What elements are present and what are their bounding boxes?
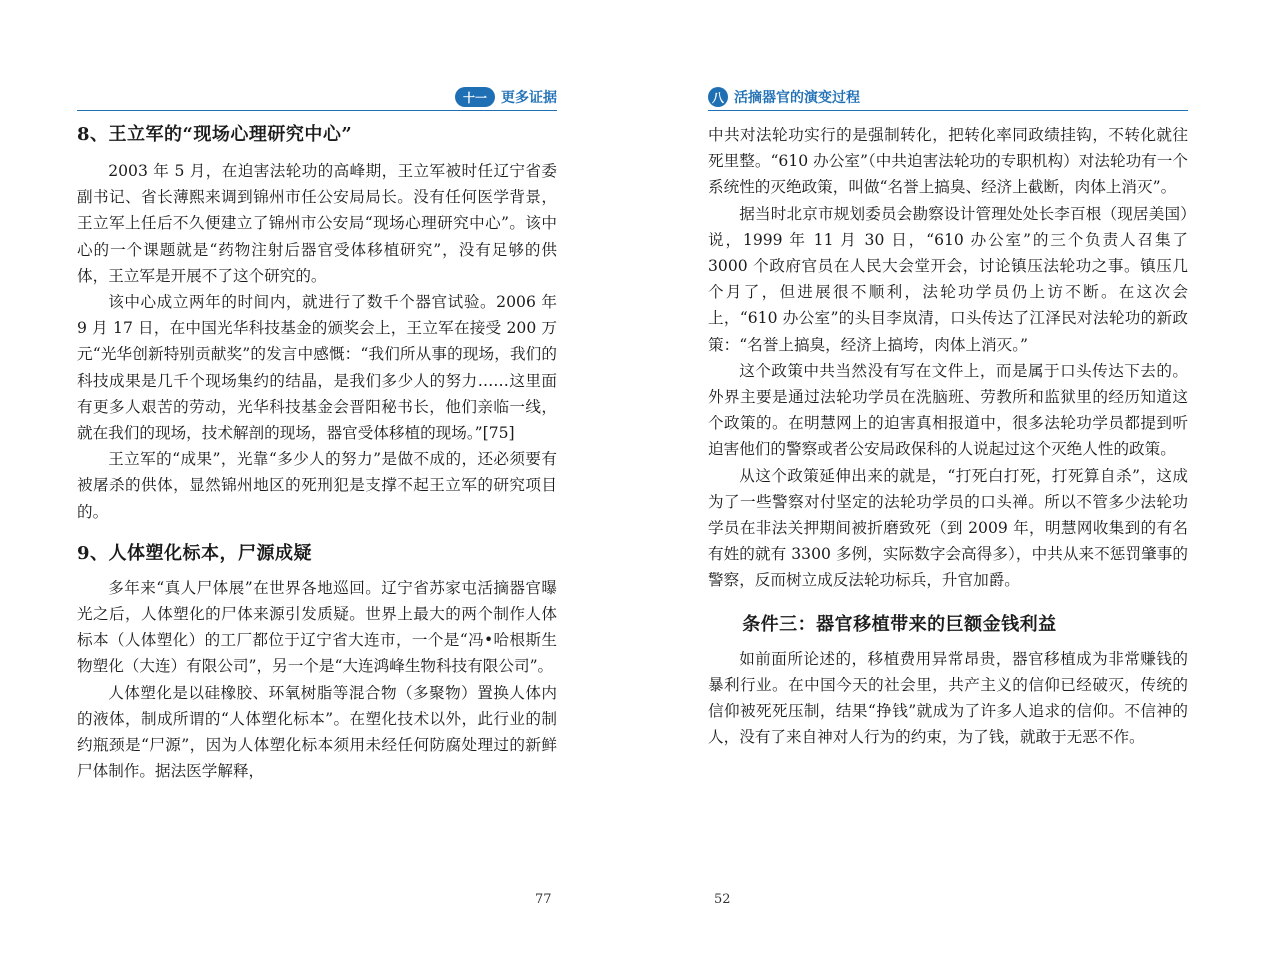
paragraph: 这个政策中共当然没有写在文件上，而是属于口头传达下去的。外界主要是通过法轮功学员在洗脑班、劳教所和监狱里的经历知道这个政策的。在明慧网上的迫害真相报道中，很多法轮功学员都提到听迫害他们的警察或者公安局政保科的人说起过这个灭绝人性的政策。: [708, 361, 1188, 459]
paragraph: 多年来“真人尸体展”在世界各地巡回。辽宁省苏家屯活摘器官曝光之后，人体塑化的尸体来源引发质疑。世界上最大的两个制作人体标本（人体塑化）的工厂都位于辽宁省大连市，一个是“冯•哈根斯生物塑化（大连）有限公司”，另一个是“大连鸿峰生物科技有限公司”。: [77, 578, 557, 676]
paragraph: 中共对法轮功实行的是强制转化，把转化率同政绩挂钩，不转化就往死里整。“610 办公室”（中共迫害法轮功的专职机构）对法轮功有一个系统性的灭绝政策，叫做“名誉上搞臭、经济上截断，肉体上消灭”。: [708, 126, 1188, 197]
paragraph: 如前面所论述的，移植费用异常昂贵，器官移植成为非常赚钱的暴利行业。在中国今天的社会里，共产主义的信仰已经破灭，传统的信仰被死死压制，结果“挣钱”就成为了许多人追求的信仰。不信神的人，没有了来自神对人行为的约束，为了钱，就敢于无恶不作。: [708, 649, 1188, 747]
paragraph: 该中心成立两年的时间内，就进行了数千个器官试验。2006 年 9 月 17 日，在中国光华科技基金的颁奖会上，王立军在接受 200 万元“光华创新特别贡献奖”的发言中感慨：“我们所从事的现场，我们的科技成果是几千个现场集约的结晶，是我们多少人的努力……这里面有更多人艰苦的劳动，光华科技基金会晋阳秘书长，他们亲临一线，就在我们的现场，技术解剖的现场，器官受体移植的现场。”[75]: [77, 293, 557, 443]
paragraph: 2003 年 5 月，在迫害法轮功的高峰期，王立军被时任辽宁省委副书记、省长薄熙来调到锦州市任公安局局长。没有任何医学背景，王立军上任后不久便建立了锦州市公安局“现场心理研究中心”。该中心的一个课题就是“药物注射后器官受体移植研究”，没有足够的供体，王立军是开展不了这个研究的。: [77, 162, 557, 285]
right-content: [708, 122, 1188, 750]
section-heading: 9、人体塑化标本，尸源成疑: [77, 542, 313, 564]
left-page: [77, 0, 557, 978]
chapter-badge: 十一: [455, 87, 495, 107]
right-running-head: [708, 84, 1188, 111]
page-number: 52: [714, 892, 731, 907]
chapter-title: 活摘器官的演变过程: [734, 90, 860, 106]
chapter-badge: 八: [708, 87, 728, 107]
paragraph: 人体塑化是以硅橡胶、环氧树脂等混合物（多聚物）置换人体内的液体，制成所谓的“人体塑化标本”。在塑化技术以外，此行业的制约瓶颈是“尸源”，因为人体塑化标本须用未经任何防腐处理过的新鲜尸体制作。据法医学解释，: [77, 683, 557, 781]
section-heading: 条件三：器官移植带来的巨额金钱利益: [742, 613, 1057, 635]
paragraph: 从这个政策延伸出来的就是，“打死白打死，打死算自杀”，这成为了一些警察对付坚定的法轮功学员的口头禅。所以不管多少法轮功学员在非法关押期间被折磨致死（到 2009 年，明慧网收集到的有名有姓的就有 3300 多例，实际数字会高得多），中共从来不惩罚肇事的警察，反而树立成反法轮功标兵，升官加爵。: [708, 466, 1188, 590]
paragraph: 据当时北京市规划委员会勘察设计管理处处长李百根（现居美国）说，1999 年 11 月 30 日，“610 办公室”的三个负责人召集了 3000 个政府官员在人民大会堂开会，讨论镇压法轮功之事。镇压几个月了，但进展很不顺利，法轮功学员仍上访不断。在这次会上，“610 办公室”的头目李岚清，口头传达了江泽民对法轮功的新政策：“名誉上搞臭，经济上搞垮，肉体上消灭。”: [708, 204, 1188, 354]
section-heading: 8、王立军的“现场心理研究中心”: [77, 124, 353, 145]
left-running-head: [77, 84, 557, 111]
paragraph: 王立军的“成果”，光靠“多少人的努力”是做不成的，还必须要有被屠杀的供体，显然锦州地区的死刑犯是支撑不起王立军的研究项目的。: [77, 450, 557, 521]
chapter-title: 更多证据: [501, 90, 557, 106]
right-page: [708, 0, 1188, 978]
left-content: [77, 122, 557, 784]
page-number: 77: [535, 892, 552, 907]
